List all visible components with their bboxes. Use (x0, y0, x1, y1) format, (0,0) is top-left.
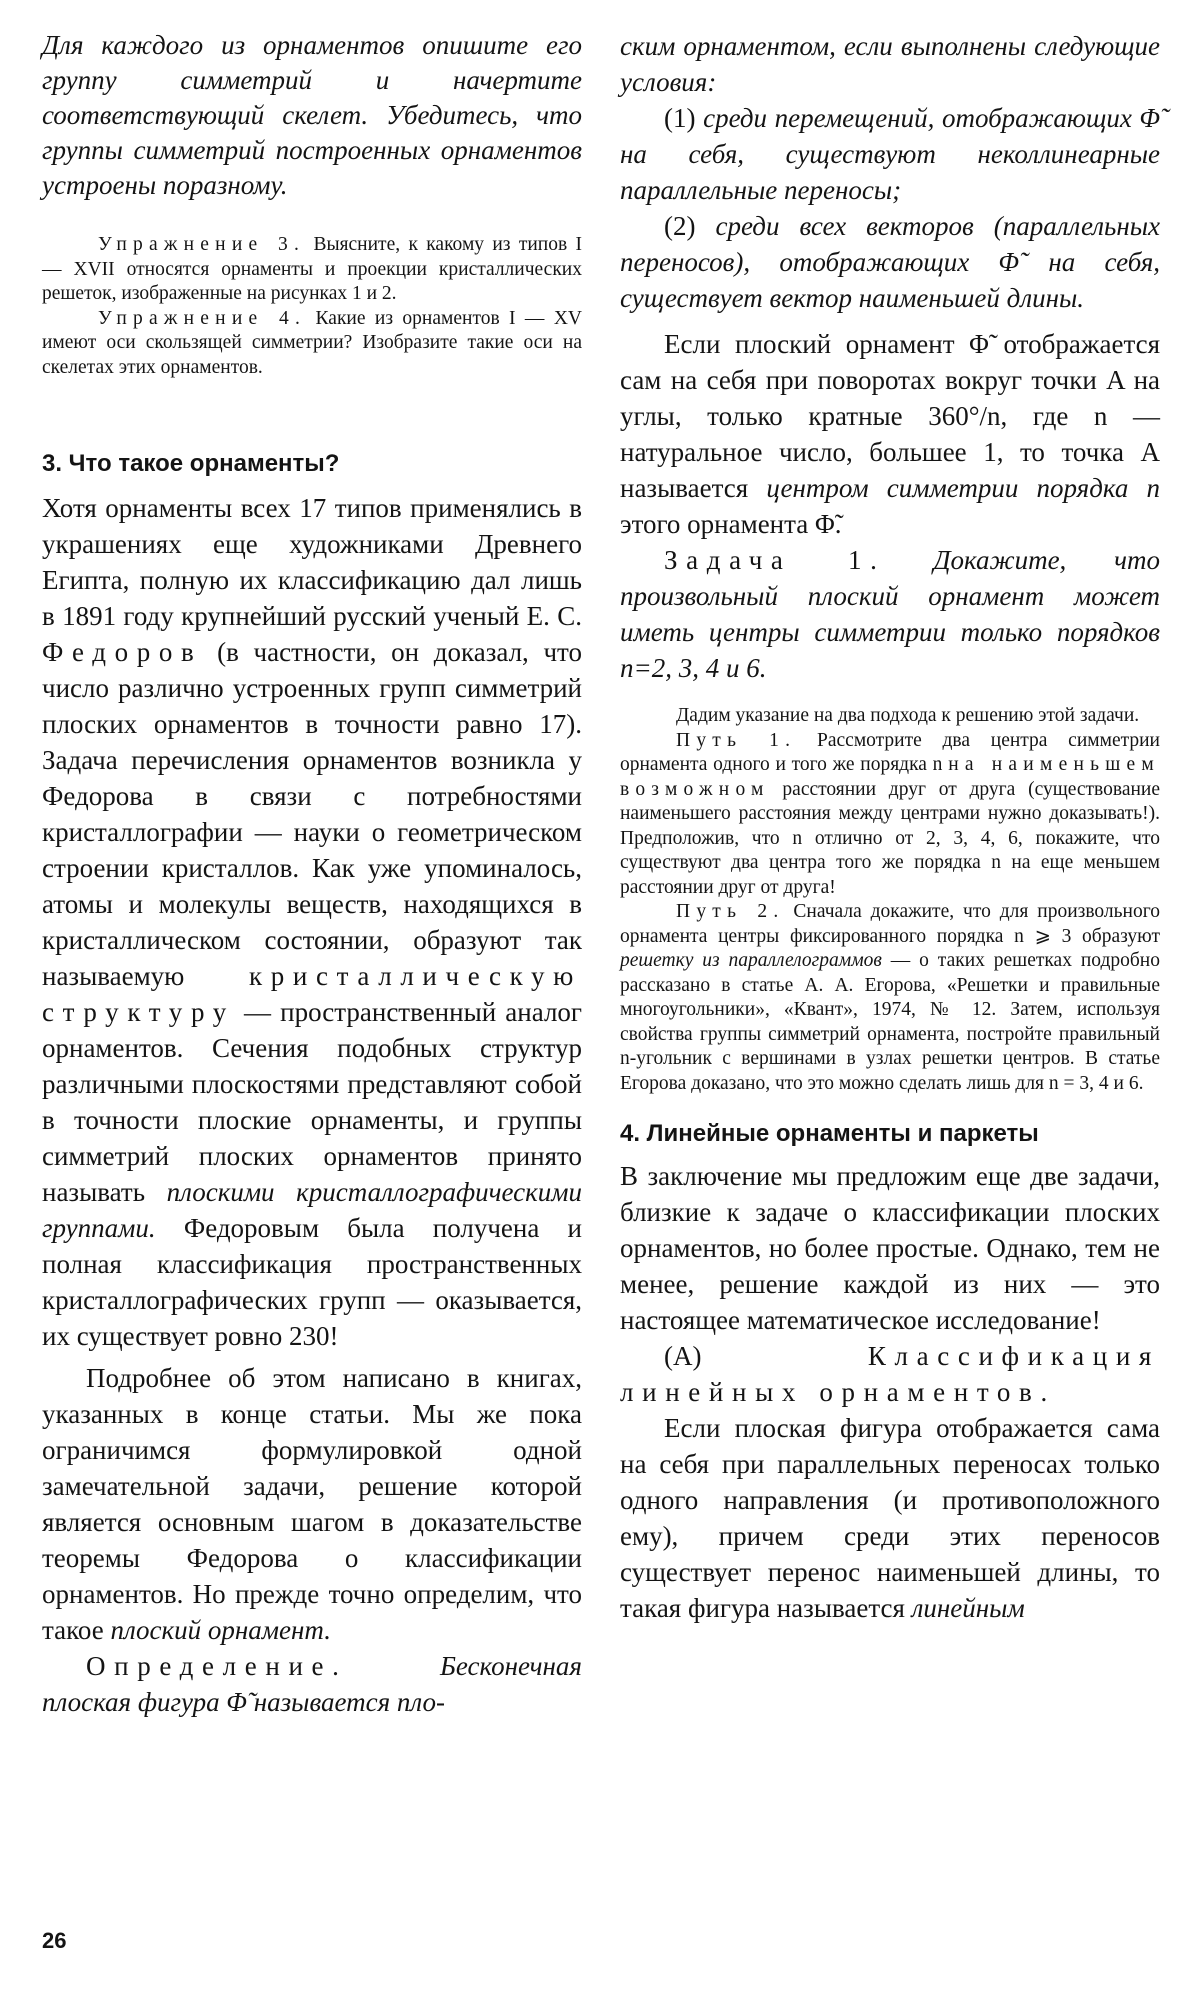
left-column (42, 28, 582, 1720)
definition-label: Определение. (86, 1651, 348, 1681)
fedorov-name: Федоров (42, 637, 203, 667)
exercise-3 (42, 233, 582, 307)
condition-1-number: (1) (664, 103, 696, 133)
subsection-a-label: (А) (664, 1341, 702, 1371)
way-1-label: Путь 1. (676, 729, 797, 751)
task-1-text: Докажите, что произвольный плоский орнамент может иметь центры симметрии только порядков n=2, 3, 4 и 6. (620, 545, 1160, 683)
section-3-paragraph-1 (42, 490, 582, 1354)
p1-part-a: Хотя орнаменты всех 17 типов применялись в украшениях еще художниками Древнего Египта, полную их классификацию дал лишь в 1891 году крупнейший русский ученый Е. С. (42, 493, 582, 631)
p3-part-b: этого орнамента Φ̃. (620, 509, 842, 539)
condition-2-text: среди всех векторов (параллельных переносов), отображающих Φ̃ на себя, существует вектор наименьшей длины. (620, 211, 1161, 313)
p1-part-d: Федоровым была получена и полная классификация пространственных кристаллографических групп — оказывается, их существует ровно 230! (42, 1213, 582, 1351)
way-2-part-b: — о таких решетках подробно рассказано в статье А. А. Егорова, «Решетки и правильные многоугольники», «Квант», 1974, № 12. Затем, используя свойства группы симметрий орнамента, постройте правильный n-угольник с вершинами в узлах решетки центров. В статье Егорова доказано, что это можно сделать лишь для n = 3, 4 и 6. (620, 950, 1160, 1094)
intro-task: Для каждого из орнаментов опишите его группу симметрий и начертите соответствующий скелет. Убедитесь, что группы симметрий построенных орнаментов устроены поразному. (42, 30, 582, 200)
section-4-paragraph-2 (620, 1410, 1160, 1626)
parallelogram-lattice-term: решетку из параллелограммов (620, 950, 882, 971)
definition-continuation: ским орнаментом, если выполнены следующие условия: (620, 31, 1160, 97)
definition-text: Бесконечная плоская фигура Φ̃ называется пло- (42, 1651, 582, 1717)
condition-1 (620, 100, 1160, 208)
definition (42, 1648, 582, 1720)
p2-text: Подробнее об этом написано в книгах, указанных в конце статьи. Мы же пока ограничимся формулировкой одной замечательной задачи, решение которой является основным шагом в доказательстве теоремы Федорова о классификации орнаментов. Но прежде точно определим, что такое (42, 1363, 582, 1645)
linear-term: линейным (911, 1593, 1025, 1623)
way-1-part-a: Рассмотрите два центра симметрии орнамента одного и того же порядка n (620, 729, 1160, 775)
p5-text: Если плоская фигура отображается сама на себя при параллельных переносах только одного направления (и противоположного ему), причем среди этих переносов существует перенос наименьшей длины, то такая фигура называется (620, 1413, 1160, 1623)
exercise-4-label: Упражнение 4. (98, 307, 307, 329)
way-1 (620, 729, 1160, 901)
condition-2 (620, 208, 1160, 316)
way-2 (620, 900, 1160, 1096)
way-2-label: Путь 2. (676, 901, 785, 922)
exercise-4-text: Какие из орнаментов I — XV имеют оси скользящей симметрии? Изобразите такие оси на скелетах этих орнаментов. (42, 307, 582, 378)
crystal-structure-term: кристаллическую структуру (42, 961, 582, 1027)
task-1-label: Задача 1. (664, 545, 886, 575)
p3-part-a: Если плоский орнамент Φ̃ отображается сам на себя при поворотах вокруг точки A на углы, только кратные 360°/n, где n — натуральное число, большее 1, то точка A называется (620, 329, 1160, 503)
way-1-emphasis: на наименьшем возможном (620, 754, 1160, 800)
p1-part-c: — пространственный аналог орнаментов. Сечения подобных структур различными плоскостями представляют собой в точности плоские орнаменты, и группы симметрий плоских орнаментов принято называть (42, 997, 583, 1207)
way-1-part-b: расстоянии друг от друга (существование наименьшего расстояния между центрами нужно доказывать!). Предположив, что n отлично от 2, 3, 4, 6, покажите, что существуют два центра того же порядка n на еще меньшем расстоянии друг от друга! (620, 778, 1161, 898)
task-1 (620, 542, 1160, 686)
condition-1-text: среди перемещений, отображающих Φ̃ на себя, существуют неколлинеарные параллельные переносы; (620, 103, 1160, 205)
exercise-4 (42, 307, 582, 381)
symmetry-center-paragraph (620, 326, 1160, 542)
hint-intro: Дадим указание на два подхода к решению этой задачи. (676, 705, 1140, 726)
subsection-a-title (620, 1338, 1160, 1410)
section-3-heading: 3. Что такое орнаменты? (42, 450, 340, 477)
p1-part-b: (в частности, он доказал, что число различно устроенных групп симметрий плоских орнаментов в точности равно 17). Задача перечисления орнаментов возникла у Федорова в связи с потребностями кристаллографии — науки о геометрическом строении кристаллов. Как уже упоминалось, атомы и молекулы веществ, находящихся в кристаллическом состоянии, образуют так называемую (42, 637, 582, 991)
exercise-3-text: Выясните, к какому из типов I — XVII относятся орнаменты и проекции кристаллических решеток, изображенные на рисунках 1 и 2. (42, 234, 583, 304)
crystallographic-groups-term: плоскими кристаллографическими группами. (42, 1177, 582, 1243)
subsection-a-text: Классификация линейных орнаментов. (620, 1341, 1160, 1407)
page-number: 26 (42, 1928, 67, 1953)
plane-ornament-term: плоский орнамент. (110, 1615, 331, 1645)
section-3-paragraph-2 (42, 1360, 582, 1648)
exercise-3-label: Упражнение 3. (98, 234, 306, 255)
symmetry-center-term: центром симметрии порядка n (766, 473, 1161, 503)
condition-2-number: (2) (664, 211, 696, 241)
section-4-heading: 4. Линейные орнаменты и паркеты (620, 1120, 1039, 1147)
section-4-paragraph-1: В заключение мы предложим еще две задачи, близкие к задаче о классификации плоских орнаментов, но более простые. Однако, тем не менее, решение каждой из них — это настоящее математическое исследование! (620, 1161, 1160, 1335)
way-2-part-a: Сначала докажите, что для произвольного орнамента центры фиксированного порядка n ⩾ 3 образуют (620, 901, 1160, 947)
right-column (620, 28, 1160, 1626)
